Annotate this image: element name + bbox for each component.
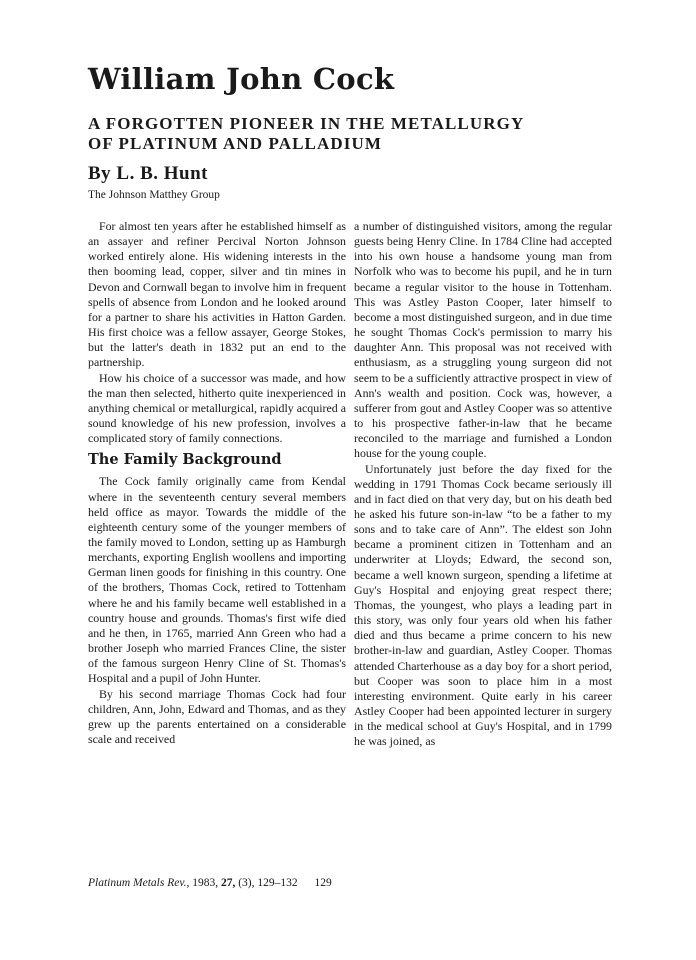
subtitle-line-1: A FORGOTTEN PIONEER IN THE METALLURGY [88,114,525,133]
page-footer [88,877,332,889]
journal-name: Platinum Metals Rev., [88,877,190,889]
paragraph: Unfortunately just before the day fixed for the wedding in 1791 Thomas Cock became seriously ill and in fact died on that very day, but on his death bed he asked his future son-in-law “to be a father to my sons and to take care of Ann”. The eldest son John became a prominent citizen in Tottenham and an underwriter at Lloyds; Edward, the second son, became a well known surgeon, spending a lifetime at Guy's Hospital and enjoying great respect there; Thomas, the youngest, who plays a leading part in this story, was only four years old when his father died and thus became a prime concern to his new brother-in-law and guardian, Astley Cooper. Thomas attended Charterhouse as a day boy for a short period, but Cooper was soon to place him in a most interesting environment. Quite early in his career Astley Cooper had been appointed lecturer in surgery in the medical school at Guy's Hospital, and in 1799 he was joined, as [354,461,612,749]
paragraph: The Cock family originally came from Kendal where in the seventeenth century several members held office as mayor. Towards the middle of the eighteenth century some of the younger members of the family moved to London, setting up as Hamburgh merchants, exporting English woollens and importing German linen goods for finishing in this country. One of the brothers, Thomas Cock, retired to Tottenham where he and his family became well established in a country house and grounds. Thomas's first wife died and he then, in 1765, married Ann Green who had a brother Joseph who married Frances Cline, the sister of the famous surgeon Henry Cline of St. Thomas's Hospital and a pupil of John Hunter. [88,474,346,686]
paragraph: For almost ten years after he established himself as an assayer and refiner Percival Norton Johnson worked entirely alone. His widening interests in the then booming lead, copper, silver and tin mines in Devon and Cornwall began to involve him in frequent spells of absence from London and he looked around for a partner to share his activities in Hatton Garden. His first choice was a fellow assayer, George Stokes, but the latter's death in 1832 put an end to the partnership. [88,219,346,370]
journal-issue-pages: (3), 129–132 [238,877,298,889]
paragraph: By his second marriage Thomas Cock had four children, Ann, John, Edward and Thomas, and as they grew up the parents entertained on a considerable scale and received [88,686,346,746]
subtitle-line-2: OF PLATINUM AND PALLADIUM [88,134,382,153]
left-column [88,219,346,747]
right-column [354,219,612,749]
section-heading: The Family Background [88,451,282,469]
journal-volume: 27, [220,877,236,889]
author-byline: By L. B. Hunt [88,163,209,184]
paragraph: How his choice of a successor was made, and how the man then selected, hitherto quite inexperienced in anything chemical or metallurgical, rapidly acquired a sound knowledge of his new profession, involves a complicated story of family connections. [88,370,346,446]
author-affiliation: The Johnson Matthey Group [88,189,220,201]
article-subtitle [88,114,524,154]
paragraph: a number of distinguished visitors, among the regular guests being Henry Cline. In 1784 Cline had accepted into his own house a handsome young man from Norfolk who was to become his pupil, and he in turn became a regular visitor to the house in Tottenham. This was Astley Paston Cooper, later himself to become a most distinguished surgeon, and in due time he sought Thomas Cock's permission to marry his daughter Ann. This proposal was not received with enthusiasm, as a struggling young surgeon did not seem to be a sufficiently attractive prospect in view of Ann's wealth and position. Cock was, however, a sufferer from gout and Astley Cooper was so attentive to his prospective father-in-law that he became reconciled to the marriage and furnished a London house for the young couple. [354,219,612,461]
article-title: William John Cock [88,62,395,96]
journal-year: 1983, [192,877,219,889]
page-number: 129 [314,877,332,889]
